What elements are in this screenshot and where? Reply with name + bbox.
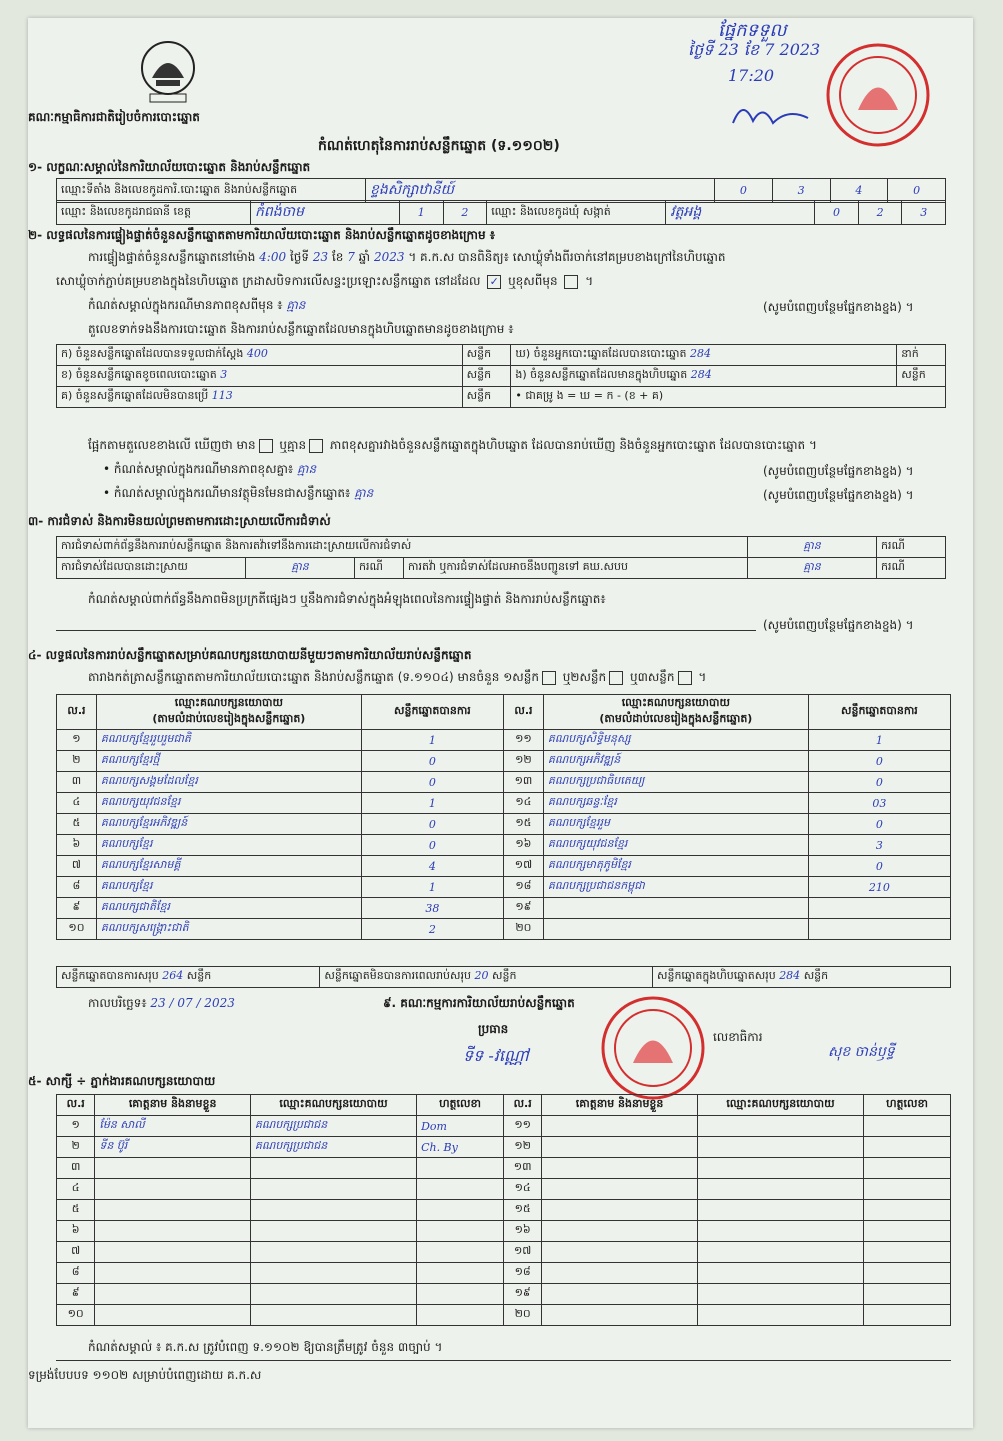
row-number: ១៣ xyxy=(503,772,543,793)
vote-row xyxy=(57,856,951,877)
row-number: ៩ xyxy=(57,898,97,919)
witness-name xyxy=(95,1305,251,1326)
party-name: គណបក្សខ្មែរ xyxy=(96,877,361,898)
row-number: ១២ xyxy=(503,1137,541,1158)
party-name: គណបក្សសង្គមដែលខ្មែរ xyxy=(96,772,361,793)
witness-name xyxy=(95,1158,251,1179)
secretary-label: លេខាធិការ xyxy=(713,1030,763,1044)
witness-signature xyxy=(417,1221,504,1242)
section2-p3-note: (សូមបំពេញបន្ថែមផ្នែកខាងខ្នង) ។ xyxy=(763,300,914,314)
row2-label: ឈ្មោះ និងលេខកូដរាជធានី ខេត្ត xyxy=(57,201,251,225)
witness-name xyxy=(542,1284,698,1305)
row-number: ១១ xyxy=(503,730,543,751)
vote-count: 0 xyxy=(808,772,950,793)
witness-name: ម៉ែន សាលី xyxy=(95,1116,251,1137)
witness-party: គណបក្សប្រជាជន xyxy=(250,1137,416,1158)
witness-party xyxy=(697,1221,863,1242)
checkbox-none xyxy=(309,439,323,453)
objections-value: គ្មាន xyxy=(748,537,877,558)
row-number: ៧ xyxy=(57,856,97,877)
witness-row xyxy=(57,1263,951,1284)
section2-p7: • កំណត់សម្គាល់ក្នុងករណីមានវត្ថុមិនមែនជាសន្លឹកឆ្នោត៖ គ្មាន xyxy=(103,486,374,500)
row-number: ៧ xyxy=(57,1242,95,1263)
total-invalid: 20 xyxy=(474,969,489,982)
row-number: ៤ xyxy=(57,1179,95,1200)
witness-name xyxy=(542,1158,698,1179)
vote-count: 3 xyxy=(808,835,950,856)
section5-title: ៥- សាក្សី ÷ ភ្នាក់ងារគណបក្សនយោបាយ xyxy=(28,1074,216,1088)
party-name: គណបក្សយុវជនខ្មែរ xyxy=(96,793,361,814)
party-name xyxy=(543,919,808,940)
section4-title: ៤- លទ្ធផលនៃការរាប់សន្លឹកឆ្នោតសម្រាប់គណបក្សនយោបាយនីមួយៗតាមការិយាល័យរាប់សន្លឹកឆ្នោត xyxy=(28,648,472,662)
row-number: ១០ xyxy=(57,919,97,940)
vote-row xyxy=(57,898,951,919)
row-number: ៦ xyxy=(57,1221,95,1242)
witness-party xyxy=(697,1305,863,1326)
witness-name xyxy=(542,1200,698,1221)
vote-row xyxy=(57,877,951,898)
witness-name xyxy=(95,1179,251,1200)
row-number: ១៦ xyxy=(503,835,543,856)
row1-value: ខ្ទងសិក្សាឋានីយ៍ xyxy=(366,179,715,203)
party-name: គណបក្សឆន្ទៈខ្មែរ xyxy=(543,793,808,814)
witness-party xyxy=(250,1158,416,1179)
party-name: គណបក្សខ្មែរអភិវឌ្ឍន៍ xyxy=(96,814,361,835)
row-number: ៥ xyxy=(57,1200,95,1221)
witness-name xyxy=(95,1284,251,1305)
witness-name: ទីន ប៊ូរី xyxy=(95,1137,251,1158)
vote-row xyxy=(57,835,951,856)
witness-party xyxy=(250,1242,416,1263)
committee-seal-icon xyxy=(598,993,708,1103)
witness-row xyxy=(57,1137,951,1158)
row-number: ១៩ xyxy=(503,898,543,919)
row-number: ១៥ xyxy=(503,1200,541,1221)
witness-party: គណបក្សប្រជាជន xyxy=(250,1116,416,1137)
objections-table: ការជំទាស់ពាក់ព័ន្ធនឹងការរាប់សន្លឹកឆ្នោត និងការតវ៉ាទៅនឹងការដោះស្រាយលើការជំទាស់ គ្មាន ករណី ការជំទាស់ដែលបានដោះស្រាយ គ្មាន ករណី ការតវ៉ា ឬការជំទាស់ដែលអាចនឹងបញ្ជូនទៅ គឃ.សបប គ្មាន ករណី xyxy=(56,536,946,579)
nec-emblem-icon xyxy=(138,38,198,106)
resolved-value: គ្មាន xyxy=(246,558,355,579)
section3-p1: កំណត់សម្គាល់ពាក់ព័ន្ធនឹងភាពមិនប្រក្រតីផ្សេងៗ ឬនឹងការជំទាស់ក្នុងអំឡុងពេលនៃការផ្ទៀងផ្ទាត់ និងការរាប់សន្លឹកឆ្នោត៖ xyxy=(88,592,606,606)
witness-signature xyxy=(864,1116,951,1137)
witness-row xyxy=(57,1116,951,1137)
witness-name xyxy=(542,1242,698,1263)
row-number: ១៣ xyxy=(503,1158,541,1179)
witness-signature xyxy=(417,1263,504,1284)
section2-title: ២- លទ្ធផលនៃការផ្ទៀងផ្ទាត់ចំនួនសន្លឹកឆ្នោតតាមការិយាល័យបោះឆ្នោត និងរាប់សន្លឹកឆ្នោតដូចខាងក្រោម ៖ xyxy=(28,228,496,242)
row-number: ១៨ xyxy=(503,1263,541,1284)
witness-name xyxy=(542,1116,698,1137)
row-number: ១៨ xyxy=(503,877,543,898)
row-number: ១២ xyxy=(503,751,543,772)
received-note: ផ្នែកទទួល xyxy=(718,20,787,41)
witness-signature xyxy=(417,1242,504,1263)
witness-row xyxy=(57,1305,951,1326)
vote-count xyxy=(808,919,950,940)
code-digit: 2 xyxy=(443,201,487,225)
vote-row xyxy=(57,772,951,793)
row-number: ៤ xyxy=(57,793,97,814)
vote-count: 0 xyxy=(361,772,503,793)
vote-count xyxy=(808,898,950,919)
witness-row xyxy=(57,1158,951,1179)
row-number: ៩ xyxy=(57,1284,95,1305)
row-number: ១៤ xyxy=(503,1179,541,1200)
row-number: ១១ xyxy=(503,1116,541,1137)
form-note: ទម្រង់បែបបទ ១១០២ សម្រាប់បំពេញដោយ គ.ក.ស xyxy=(28,1368,262,1382)
code-digit: 3 xyxy=(902,201,946,225)
witness-row xyxy=(57,1242,951,1263)
party-name: គណបក្សសិទ្ធិមនុស្ស xyxy=(543,730,808,751)
row-number: ៨ xyxy=(57,877,97,898)
count-received: 400 xyxy=(246,347,268,360)
row-number: ២០ xyxy=(503,1305,541,1326)
witness-party xyxy=(250,1263,416,1284)
witness-party xyxy=(697,1137,863,1158)
witness-signature xyxy=(864,1305,951,1326)
date-line: កាលបរិច្ឆេទ៖ 23 / 07 / 2023 xyxy=(88,996,235,1010)
witness-signature xyxy=(417,1284,504,1305)
party-name: គណបក្សខ្មែរសាមគ្គី xyxy=(96,856,361,877)
witness-signature xyxy=(864,1137,951,1158)
vote-count: 1 xyxy=(361,730,503,751)
vote-count: 03 xyxy=(808,793,950,814)
section3-note: (សូមបំពេញបន្ថែមផ្នែកខាងខ្នង) ។ xyxy=(763,618,914,632)
witness-party xyxy=(250,1305,416,1326)
witness-name xyxy=(542,1179,698,1200)
witness-row xyxy=(57,1221,951,1242)
section2-p1: ការផ្ទៀងផ្ទាត់ចំនួនសន្លឹកឆ្នោតនៅម៉ោង 4:00 ថ្ងៃទី 23 ខែ 7 ឆ្នាំ 2023 ។ គ.ក.ស បានពិនិត្យ៖ សោឃ្លុំទាំងពីរចាក់នៅគម្របខាងក្រៅនៃហិបឆ្នោត xyxy=(88,250,726,264)
witness-name xyxy=(542,1263,698,1284)
witness-row xyxy=(57,1284,951,1305)
witness-party xyxy=(697,1242,863,1263)
count-voters: 284 xyxy=(689,347,711,360)
form-page xyxy=(28,18,973,1428)
party-name: គណបក្សមាតុភូមិខ្មែរ xyxy=(543,856,808,877)
witness-signature: Ch. By xyxy=(417,1137,504,1158)
vote-count: 4 xyxy=(361,856,503,877)
party-name: គណបក្សប្រជាជនកម្ពុជា xyxy=(543,877,808,898)
witness-party xyxy=(697,1116,863,1137)
secretary-name: សុខ ចាន់ឫទ្ធី xyxy=(828,1044,895,1060)
vote-row xyxy=(57,730,951,751)
witness-name xyxy=(542,1221,698,1242)
count-spoiled: 3 xyxy=(220,368,228,381)
committee-name: គណៈកម្មាធិការជាតិរៀបចំការបោះឆ្នោត xyxy=(28,110,200,124)
totals-table: សន្លឹកឆ្នោតបានការសរុប 264 សន្លឹក សន្លឹកឆ្នោតមិនបានការពេលរាប់សរុប 20 សន្លឹក សន្លឹកឆ្នោតក្នុងហិបឆ្នោតសរុប 284 សន្លឹក xyxy=(56,966,951,988)
witness-party xyxy=(250,1284,416,1305)
formula: • ជាគម្រូ ង = ឃ = ក - (ខ + គ) xyxy=(511,387,946,408)
witness-name xyxy=(95,1263,251,1284)
row2-value: កំពង់ចាម xyxy=(251,201,400,225)
row-number: ៦ xyxy=(57,835,97,856)
section2-p6-note: (សូមបំពេញបន្ថែមផ្នែកខាងខ្នង) ។ xyxy=(763,464,914,478)
total-box: 284 xyxy=(779,969,801,982)
code-digit: 0 xyxy=(715,179,773,203)
received-time: 17:20 xyxy=(728,66,775,85)
code-digit: 0 xyxy=(815,201,859,225)
row-number: ២ xyxy=(57,751,97,772)
vote-count: 0 xyxy=(361,751,503,772)
checkbox-same: ✓ xyxy=(487,275,501,289)
section2-p3: កំណត់សម្គាល់ក្នុងករណីមានភាពខុសពីមុន ៖ គ្មាន xyxy=(88,298,306,312)
witness-signature xyxy=(864,1284,951,1305)
witness-row xyxy=(57,1179,951,1200)
witness-party xyxy=(697,1284,863,1305)
party-name: គណបក្សសង្គ្រោះជាតិ xyxy=(96,919,361,940)
row-number: ១៧ xyxy=(503,1242,541,1263)
vote-count: 0 xyxy=(808,751,950,772)
witness-party xyxy=(697,1158,863,1179)
row-number: ៣ xyxy=(57,772,97,793)
signature-icon xyxy=(728,93,818,133)
section2-p4: តួលេខទាក់ទងនឹងការបោះឆ្នោត និងការរាប់សន្លឹកឆ្នោតដែលមានក្នុងហិបឆ្នោតមានដូចខាងក្រោម ៖ xyxy=(88,322,514,336)
vote-count: 210 xyxy=(808,877,950,898)
section3-title: ៣- ការជំទាស់ និងការមិនយល់ព្រមតាមការដោះស្រាយលើការជំទាស់ xyxy=(28,514,331,528)
witness-signature xyxy=(417,1179,504,1200)
received-date: ថ្ងៃទី 23 ខែ 7 2023 xyxy=(688,40,821,59)
form-title: កំណត់ហេតុនៃការរាប់សន្លឹកឆ្នោត (ទ.១១០២) xyxy=(318,138,560,154)
code-digit: 4 xyxy=(830,179,888,203)
witness-signature xyxy=(417,1158,504,1179)
party-name: គណបក្សយុវជនខ្មែរ xyxy=(543,835,808,856)
witness-signature xyxy=(417,1200,504,1221)
vote-count: 0 xyxy=(808,814,950,835)
vote-row xyxy=(57,793,951,814)
row-number: ២ xyxy=(57,1137,95,1158)
count-unused: 113 xyxy=(211,389,233,402)
party-name: គណបក្សខ្មែររួបរួមជាតិ xyxy=(96,730,361,751)
party-name: គណបក្សជាតិខ្មែរ xyxy=(96,898,361,919)
checkbox-has xyxy=(259,439,273,453)
witness-signature xyxy=(864,1242,951,1263)
witness-signature xyxy=(864,1221,951,1242)
row2-label2: ឈ្មោះ និងលេខកូដឃុំ សង្កាត់ xyxy=(487,201,666,225)
witness-signature xyxy=(864,1179,951,1200)
checkbox-different xyxy=(564,275,578,289)
witness-signature xyxy=(864,1158,951,1179)
row2-value2: វត្តអង្គ xyxy=(666,201,815,225)
party-name: គណបក្សខ្មែរថ្មី xyxy=(96,751,361,772)
vote-count: 38 xyxy=(361,898,503,919)
chief-label: ប្រធាន xyxy=(478,1022,509,1036)
vote-count: 0 xyxy=(361,835,503,856)
code-digit: 0 xyxy=(888,179,946,203)
vote-count: 1 xyxy=(808,730,950,751)
row-number: ១០ xyxy=(57,1305,95,1326)
counts-table: ក) ចំនួនសន្លឹកឆ្នោតដែលបានទទួលជាក់ស្តែង 400 សន្លឹក ឃ) ចំនួនអ្នកបោះឆ្នោតដែលបានបោះឆ្នោត 284 នាក់ ខ) ចំនួនសន្លឹកឆ្នោតខូចពេលបោះឆ្នោត 3 សន្លឹក ង) ចំនួនសន្លឹកឆ្នោតដែលមានក្នុងហិបឆ្នោត 284 សន្លឹក គ) ចំនួនសន្លឹកឆ្នោតដែលមិនបានប្រើ 113 សន្លឹក • ជាគម្រូ ង = ឃ = ក - (ខ + គ) xyxy=(56,344,946,408)
witness-name xyxy=(95,1221,251,1242)
code-digit: 2 xyxy=(858,201,902,225)
forwarded-value: គ្មាន xyxy=(748,558,877,579)
witness-party xyxy=(250,1200,416,1221)
vote-count: 0 xyxy=(808,856,950,877)
code-digit: 1 xyxy=(400,201,444,225)
section2-p7-note: (សូមបំពេញបន្ថែមផ្នែកខាងខ្នង) ។ xyxy=(763,488,914,502)
witness-signature xyxy=(864,1200,951,1221)
witness-party xyxy=(697,1179,863,1200)
row-number: ១៩ xyxy=(503,1284,541,1305)
chief-name: ទីទ -វណ្ណៅ xyxy=(463,1046,529,1065)
witness-signature xyxy=(864,1263,951,1284)
section4-p1: តារាងកត់ត្រាសន្លឹកឆ្នោតតាមការិយាល័យបោះឆ្នោត និងរាប់សន្លឹកឆ្នោត (ទ.១១០៤) មានចំនួន ១សន្លឹក ឬ២សន្លឹក ឬ៣សន្លឹក ។ xyxy=(88,670,707,684)
count-in-box: 284 xyxy=(690,368,712,381)
vote-row xyxy=(57,919,951,940)
vote-row xyxy=(57,751,951,772)
vote-row xyxy=(57,814,951,835)
row-number: ៥ xyxy=(57,814,97,835)
witness-signature: Dom xyxy=(417,1116,504,1137)
row-number: ១៤ xyxy=(503,793,543,814)
section2-p2: សោឃ្លុំចាក់ភ្ជាប់គម្របខាងក្នុងនៃហិបឆ្នោត ក្រដាសបិទការលើសន្ទះប្រឡោះសន្លឹកឆ្នោត នៅដដែល ✓ ឬខុសពីមុន ។ xyxy=(56,274,594,288)
party-name xyxy=(543,898,808,919)
total-valid: 264 xyxy=(162,969,184,982)
row-number: ១៦ xyxy=(503,1221,541,1242)
row-number: ២០ xyxy=(503,919,543,940)
party-name: គណបក្សខ្មែររួម xyxy=(543,814,808,835)
committee-label: ៩. គណៈកម្មការការិយាល័យរាប់សន្លឹកឆ្នោត xyxy=(383,996,575,1010)
party-name: គណបក្សប្រជាធិបតេយ្យ xyxy=(543,772,808,793)
row-number: ១ xyxy=(57,1116,95,1137)
witness-party xyxy=(250,1221,416,1242)
section2-p6: • កំណត់សម្គាល់ក្នុងករណីមានភាពខុសគ្នា៖ គ្មាន xyxy=(103,462,317,476)
witness-name xyxy=(95,1242,251,1263)
witness-name xyxy=(95,1200,251,1221)
row-number: ១ xyxy=(57,730,97,751)
witness-name xyxy=(542,1305,698,1326)
code-digit: 3 xyxy=(772,179,830,203)
row-number: ១៧ xyxy=(503,856,543,877)
vote-count: 1 xyxy=(361,877,503,898)
section1-title: ១- លក្ខណៈសម្គាល់នៃការិយាល័យបោះឆ្នោត និងរាប់សន្លឹកឆ្នោត xyxy=(28,160,311,174)
witness-party xyxy=(697,1200,863,1221)
section1-table-row2 xyxy=(56,200,946,225)
hour: 4:00 xyxy=(259,250,287,264)
witness-name xyxy=(542,1137,698,1158)
vote-count: 2 xyxy=(361,919,503,940)
votes-table: ល.រ ឈ្មោះគណបក្សនយោបាយ (តាមលំដាប់លេខរៀងក្នុងសន្លឹកឆ្នោត) សន្លឹកឆ្នោតបានការ ល.រ ឈ្មោះគណបក្សនយោបាយ (តាមលំដាប់លេខរៀងក្នុងសន្លឹកឆ្នោត) សន្លឹកឆ្នោតបានការ ១ គណបក្សខ្មែររួបរួមជាតិ 1 ១១ គណបក្សសិទ្ធិមនុស្ស 1 ២ គណបក្សខ្មែរថ្មី 0 ១២ គណបក្សអភិវឌ្ឍន៍ 0 ៣ គណបក្សសង្គមដែលខ្មែរ 0 ១៣ គណបក្សប្រជាធិបតេយ្យ 0 ៤ គណបក្សយុវជនខ្មែរ 1 ១៤ គណបក្សឆន្ទៈខ្មែរ 03 ៥ គណបក្សខ្មែរអភិវឌ្ឍន៍ 0 ១៥ គណបក្សខ្មែររួម 0 ៦ គណបក្សខ្មែរ 0 ១៦ គណបក្សយុវជនខ្មែរ 3 ៧ គណបក្សខ្មែរសាមគ្គី 4 ១៧ គណបក្សមាតុភូមិខ្មែរ 0 ៨ គណបក្សខ្មែរ 1 ១៨ គណបក្សប្រជាជនកម្ពុជា 210 ៩ គណបក្សជាតិខ្មែរ 38 ១៩ ១០ គណបក្សសង្គ្រោះជាតិ 2 ២០ xyxy=(56,694,951,940)
party-name: គណបក្សអភិវឌ្ឍន៍ xyxy=(543,751,808,772)
witness-signature xyxy=(417,1305,504,1326)
witness-party xyxy=(697,1263,863,1284)
witness-party xyxy=(250,1179,416,1200)
footnote: កំណត់សម្គាល់ ៖ គ.ក.ស ត្រូវបំពេញ ទ.១១០២ ឱ្យបានត្រឹមត្រូវ ចំនួន ៣ច្បាប់ ។ xyxy=(88,1340,443,1354)
row-number: ៨ xyxy=(57,1263,95,1284)
witness-row xyxy=(57,1200,951,1221)
row-number: ១៥ xyxy=(503,814,543,835)
official-seal-icon xyxy=(823,40,933,150)
witness-table: ល.រ គោត្តនាម និងនាមខ្លួន ឈ្មោះគណបក្សនយោបាយ ហត្ថលេខា ល.រ គោត្តនាម និងនាមខ្លួន ឈ្មោះគណបក្សនយោបាយ ហត្ថលេខា ១ ម៉ែន សាលី គណបក្សប្រជាជន Dom ១១ ២ ទីន ប៊ូរី គណបក្សប្រជាជន Ch. By ១២ ៣ ១៣ ៤ ១៤ ៥ ១៥ ៦ ១៦ ៧ ១៧ ៨ ១៨ ៩ ១៩ ១០ ២០ xyxy=(56,1094,951,1326)
row-number: ៣ xyxy=(57,1158,95,1179)
section2-p5: ផ្អែកតាមតួលេខខាងលើ ឃើញថា មាន ឬគ្មាន ភាពខុសគ្នារវាងចំនួនសន្លឹកឆ្នោតក្នុងហិបឆ្នោត ដែលបានរាប់ឃើញ និងចំនួនអ្នកបោះឆ្នោត ដែលបានបោះឆ្នោត ។ xyxy=(88,438,817,452)
row1-label: ឈ្មោះទីតាំង និងលេខកូដការិ.បោះឆ្នោត និងរាប់សន្លឹកឆ្នោត xyxy=(57,179,366,203)
party-name: គណបក្សខ្មែរ xyxy=(96,835,361,856)
vote-count: 1 xyxy=(361,793,503,814)
vote-count: 0 xyxy=(361,814,503,835)
